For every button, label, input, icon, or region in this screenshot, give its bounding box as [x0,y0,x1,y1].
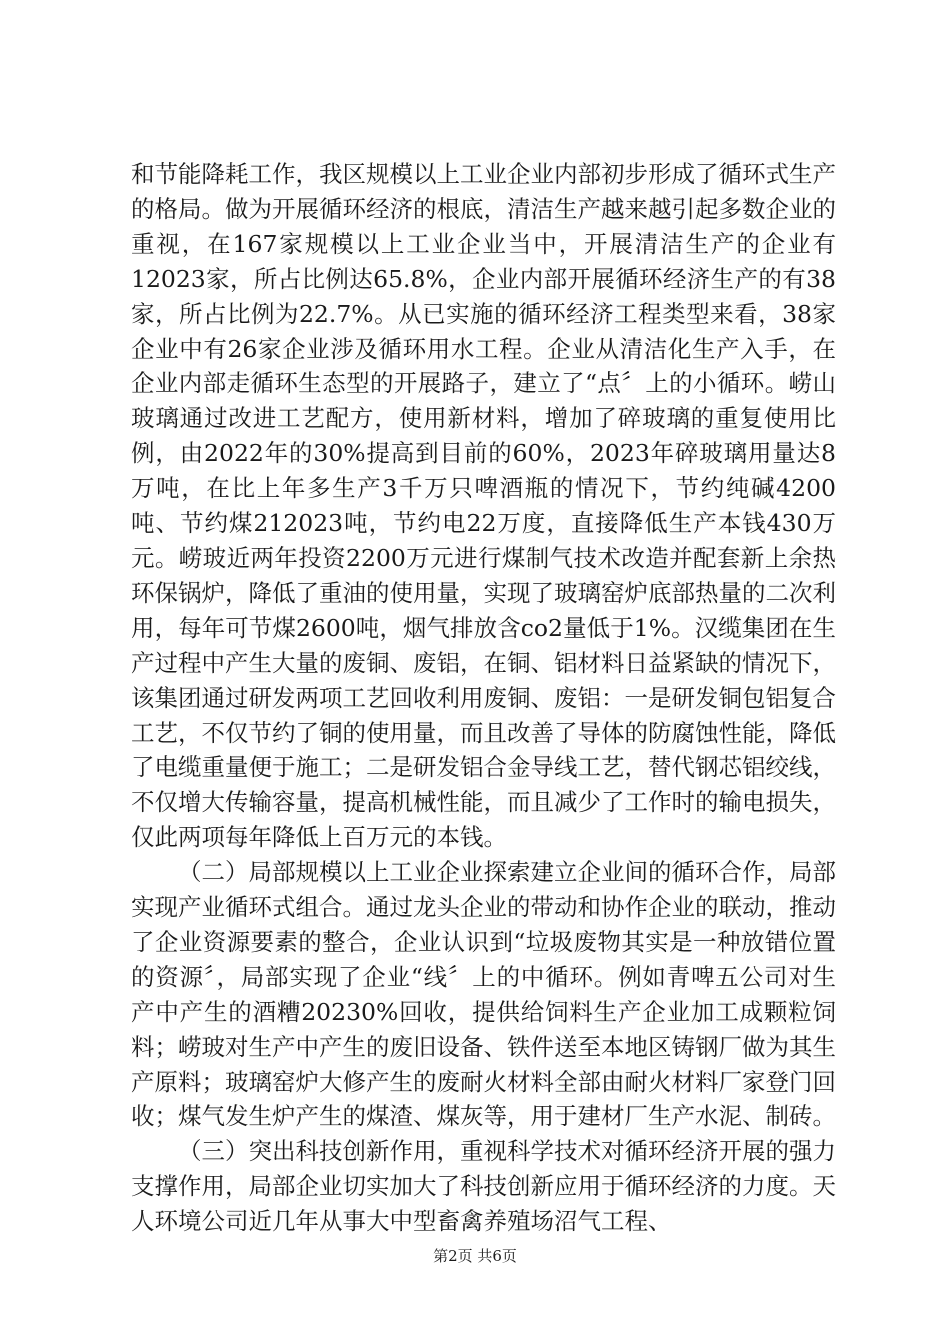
page-footer: 第2页 共6页 [433,1247,517,1265]
paragraph-2: （二）局部规模以上工业企业探索建立企业间的循环合作，局部实现产业循环式组合。通过龙头企业的带动和协作企业的联动，推动了企业资源要素的整合，企业认识到“垃圾废物其实是一种放错位置的资源〞，局部实现了企业“线〞上的中循环。例如青啤五公司对生产中产生的酒糟20230%回收，提供给饲料生产企业加工成颗粒饲料；崂玻对生产中产生的废旧设备、铁件送至本地区铸钢厂做为其生产原料；玻璃窑炉大修产生的废耐火材料全部由耐火材料厂家登门回收；煤气发生炉产生的煤渣、煤灰等，用于建材厂生产水泥、制砖。 [131,858,836,1131]
document-body [131,157,836,1239]
paragraph-1: 和节能降耗工作，我区规模以上工业企业内部初步形成了循环式生产的格局。做为开展循环经济的根底，清洁生产越来越引起多数企业的重视，在167家规模以上工业企业当中，开展清洁生产的企业有12023家，所占比例达65.8%，企业内部开展循环经济生产的有38家，所占比例为22.7%。从已实施的循环经济工程类型来看，38家企业中有26家企业涉及循环用水工程。企业从清洁化生产入手，在企业内部走循环生态型的开展路子，建立了“点〞上的小循环。崂山玻璃通过改进工艺配方，使用新材料，增加了碎玻璃的重复使用比例，由2022年的30%提高到目前的60%，2023年碎玻璃用量达8万吨，在比上年多生产3千万只啤酒瓶的情况下，节约纯碱4200吨、节约煤212023吨，节约电22万度，直接降低生产本钱430万元。崂玻近两年投资2200万元进行煤制气技术改造并配套新上余热环保锅炉，降低了重油的使用量，实现了玻璃窑炉底部热量的二次利用，每年可节煤2600吨，烟气排放含co2量低于1%。汉缆集团在生产过程中产生大量的废铜、废铝，在铜、铝材料日益紧缺的情况下，该集团通过研发两项工艺回收利用废铜、废铝：一是研发铜包铝复合工艺，不仅节约了铜的使用量，而且改善了导体的防腐蚀性能，降低了电缆重量便于施工；二是研发铝合金导线工艺，替代钢芯铝绞线，不仅增大传输容量，提高机械性能，而且减少了工作时的输电损失，仅此两项每年降低上百万元的本钱。 [131,160,836,852]
paragraph-3: （三）突出科技创新作用，重视科学技术对循环经济开展的强力支撑作用，局部企业切实加大了科技创新应用于循环经济的力度。天人环境公司近几年从事大中型畜禽养殖场沼气工程、 [131,1137,836,1236]
